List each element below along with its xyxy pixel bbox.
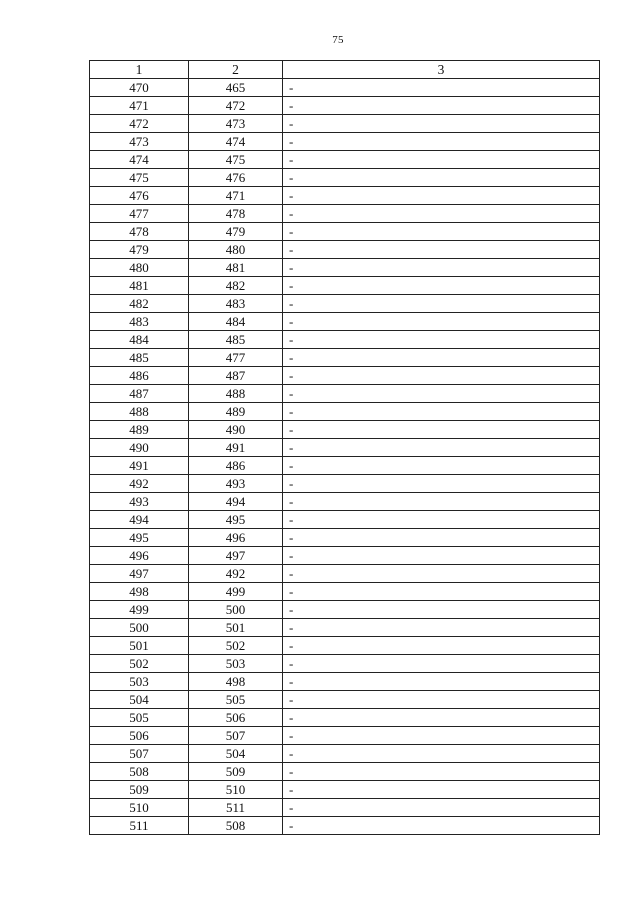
cell-col-2: 506 <box>189 709 283 727</box>
cell-col-2: 486 <box>189 457 283 475</box>
table-row <box>90 565 600 583</box>
cell-col-3: - <box>283 241 600 259</box>
cell-col-2: 500 <box>189 601 283 619</box>
table-row <box>90 655 600 673</box>
cell-col-3: - <box>283 511 600 529</box>
cell-col-1: 493 <box>90 493 189 511</box>
table-row <box>90 601 600 619</box>
cell-col-2: 502 <box>189 637 283 655</box>
cell-col-3: - <box>283 655 600 673</box>
cell-col-2: 473 <box>189 115 283 133</box>
cell-col-3: - <box>283 331 600 349</box>
cell-col-3: - <box>283 385 600 403</box>
cell-col-3: - <box>283 691 600 709</box>
cell-col-1: 501 <box>90 637 189 655</box>
cell-col-2: 472 <box>189 97 283 115</box>
cell-col-2: 505 <box>189 691 283 709</box>
cell-col-1: 478 <box>90 223 189 241</box>
cell-col-1: 492 <box>90 475 189 493</box>
table-row <box>90 187 600 205</box>
cell-col-3: - <box>283 169 600 187</box>
cell-col-1: 479 <box>90 241 189 259</box>
cell-col-2: 489 <box>189 403 283 421</box>
cell-col-1: 497 <box>90 565 189 583</box>
cell-col-1: 507 <box>90 745 189 763</box>
cell-col-2: 475 <box>189 151 283 169</box>
cell-col-3: - <box>283 547 600 565</box>
cell-col-3: - <box>283 277 600 295</box>
cell-col-3: - <box>283 313 600 331</box>
cell-col-2: 494 <box>189 493 283 511</box>
cell-col-3: - <box>283 709 600 727</box>
cell-col-3: - <box>283 151 600 169</box>
table-row <box>90 799 600 817</box>
cell-col-3: - <box>283 97 600 115</box>
table-row <box>90 691 600 709</box>
cell-col-2: 478 <box>189 205 283 223</box>
cell-col-2: 474 <box>189 133 283 151</box>
cell-col-2: 507 <box>189 727 283 745</box>
cell-col-3: - <box>283 727 600 745</box>
cell-col-3: - <box>283 565 600 583</box>
cell-col-1: 484 <box>90 331 189 349</box>
cell-col-3: - <box>283 583 600 601</box>
table-row <box>90 637 600 655</box>
cell-col-3: - <box>283 295 600 313</box>
cell-col-1: 473 <box>90 133 189 151</box>
table-row <box>90 457 600 475</box>
table-row <box>90 547 600 565</box>
table-row <box>90 169 600 187</box>
table-row <box>90 385 600 403</box>
table-row <box>90 421 600 439</box>
cell-col-1: 481 <box>90 277 189 295</box>
cell-col-1: 499 <box>90 601 189 619</box>
table-row <box>90 439 600 457</box>
cell-col-3: - <box>283 205 600 223</box>
cell-col-3: - <box>283 529 600 547</box>
cell-col-2: 481 <box>189 259 283 277</box>
cell-col-3: - <box>283 601 600 619</box>
cell-col-1: 476 <box>90 187 189 205</box>
cell-col-1: 485 <box>90 349 189 367</box>
cell-col-3: - <box>283 223 600 241</box>
cell-col-3: - <box>283 349 600 367</box>
cell-col-1: 488 <box>90 403 189 421</box>
cell-col-3: - <box>283 259 600 277</box>
data-table <box>89 60 600 835</box>
cell-col-3: - <box>283 619 600 637</box>
cell-col-2: 508 <box>189 817 283 835</box>
cell-col-2: 511 <box>189 799 283 817</box>
cell-col-2: 490 <box>189 421 283 439</box>
cell-col-2: 487 <box>189 367 283 385</box>
table-row <box>90 511 600 529</box>
table-row <box>90 79 600 97</box>
table-row <box>90 745 600 763</box>
cell-col-3: - <box>283 403 600 421</box>
table-row <box>90 331 600 349</box>
table-row <box>90 583 600 601</box>
cell-col-3: - <box>283 421 600 439</box>
table-row <box>90 151 600 169</box>
table-row <box>90 529 600 547</box>
cell-col-1: 495 <box>90 529 189 547</box>
column-header-1: 1 <box>90 61 189 79</box>
cell-col-3: - <box>283 781 600 799</box>
cell-col-1: 496 <box>90 547 189 565</box>
cell-col-1: 470 <box>90 79 189 97</box>
cell-col-2: 493 <box>189 475 283 493</box>
cell-col-2: 492 <box>189 565 283 583</box>
cell-col-2: 509 <box>189 763 283 781</box>
cell-col-2: 503 <box>189 655 283 673</box>
cell-col-1: 486 <box>90 367 189 385</box>
cell-col-2: 485 <box>189 331 283 349</box>
cell-col-2: 479 <box>189 223 283 241</box>
table-row <box>90 205 600 223</box>
cell-col-2: 488 <box>189 385 283 403</box>
column-header-2: 2 <box>189 61 283 79</box>
cell-col-3: - <box>283 763 600 781</box>
cell-col-3: - <box>283 79 600 97</box>
cell-col-2: 496 <box>189 529 283 547</box>
cell-col-3: - <box>283 637 600 655</box>
cell-col-3: - <box>283 115 600 133</box>
cell-col-2: 510 <box>189 781 283 799</box>
cell-col-2: 495 <box>189 511 283 529</box>
table-header <box>90 61 600 79</box>
table-row <box>90 367 600 385</box>
cell-col-1: 511 <box>90 817 189 835</box>
cell-col-3: - <box>283 673 600 691</box>
cell-col-3: - <box>283 475 600 493</box>
cell-col-1: 506 <box>90 727 189 745</box>
table-row <box>90 349 600 367</box>
cell-col-1: 489 <box>90 421 189 439</box>
cell-col-1: 505 <box>90 709 189 727</box>
cell-col-3: - <box>283 187 600 205</box>
cell-col-1: 482 <box>90 295 189 313</box>
table-row <box>90 133 600 151</box>
cell-col-1: 480 <box>90 259 189 277</box>
cell-col-1: 472 <box>90 115 189 133</box>
cell-col-1: 491 <box>90 457 189 475</box>
table-row <box>90 727 600 745</box>
table-row <box>90 781 600 799</box>
cell-col-3: - <box>283 367 600 385</box>
cell-col-3: - <box>283 133 600 151</box>
cell-col-2: 499 <box>189 583 283 601</box>
table-row <box>90 817 600 835</box>
table-row <box>90 475 600 493</box>
table-row <box>90 709 600 727</box>
table-row <box>90 493 600 511</box>
cell-col-3: - <box>283 493 600 511</box>
cell-col-2: 482 <box>189 277 283 295</box>
cell-col-1: 483 <box>90 313 189 331</box>
page-number: 75 <box>332 34 344 46</box>
cell-col-2: 476 <box>189 169 283 187</box>
cell-col-2: 480 <box>189 241 283 259</box>
cell-col-2: 498 <box>189 673 283 691</box>
column-header-3: 3 <box>283 61 600 79</box>
table-row <box>90 313 600 331</box>
cell-col-1: 490 <box>90 439 189 457</box>
table-row <box>90 259 600 277</box>
cell-col-1: 474 <box>90 151 189 169</box>
table-row <box>90 295 600 313</box>
cell-col-1: 487 <box>90 385 189 403</box>
table-row <box>90 673 600 691</box>
cell-col-2: 477 <box>189 349 283 367</box>
cell-col-1: 475 <box>90 169 189 187</box>
cell-col-1: 509 <box>90 781 189 799</box>
table-row <box>90 403 600 421</box>
cell-col-1: 477 <box>90 205 189 223</box>
cell-col-1: 498 <box>90 583 189 601</box>
cell-col-3: - <box>283 817 600 835</box>
table-row <box>90 97 600 115</box>
cell-col-3: - <box>283 457 600 475</box>
cell-col-1: 471 <box>90 97 189 115</box>
cell-col-3: - <box>283 439 600 457</box>
cell-col-1: 508 <box>90 763 189 781</box>
cell-col-1: 504 <box>90 691 189 709</box>
table-row <box>90 619 600 637</box>
cell-col-1: 494 <box>90 511 189 529</box>
cell-col-2: 504 <box>189 745 283 763</box>
cell-col-2: 471 <box>189 187 283 205</box>
cell-col-2: 465 <box>189 79 283 97</box>
cell-col-1: 510 <box>90 799 189 817</box>
cell-col-1: 503 <box>90 673 189 691</box>
table-row <box>90 241 600 259</box>
header-row <box>90 61 600 79</box>
table-row <box>90 115 600 133</box>
cell-col-3: - <box>283 745 600 763</box>
table-row <box>90 223 600 241</box>
cell-col-3: - <box>283 799 600 817</box>
table-row <box>90 277 600 295</box>
cell-col-1: 500 <box>90 619 189 637</box>
cell-col-1: 502 <box>90 655 189 673</box>
table-body <box>90 79 600 835</box>
cell-col-2: 501 <box>189 619 283 637</box>
table-row <box>90 763 600 781</box>
cell-col-2: 497 <box>189 547 283 565</box>
cell-col-2: 491 <box>189 439 283 457</box>
cell-col-2: 484 <box>189 313 283 331</box>
cell-col-2: 483 <box>189 295 283 313</box>
